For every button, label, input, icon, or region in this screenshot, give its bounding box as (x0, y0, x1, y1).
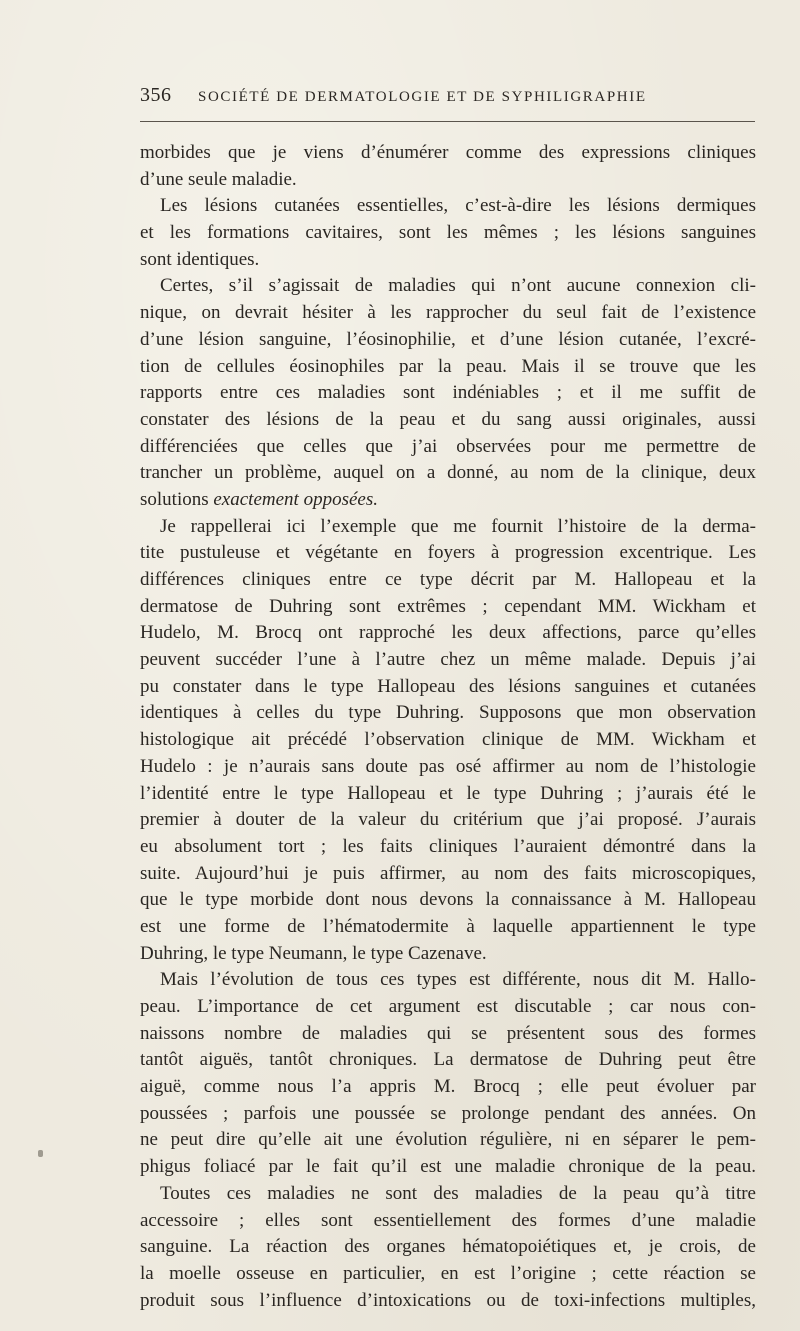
text-line: Hudelo : je n’aurais sans doute pas osé affirmer au nom de l’histologie (140, 755, 756, 777)
text-line: trancher un problème, auquel on a donné, au nom de la clinique, deux (140, 462, 756, 484)
text-span: solutions (140, 488, 214, 510)
italic-text: exactement opposées. (213, 488, 378, 510)
paragraph-first-line: Certes, s’il s’agissait de maladies qui n’ont aucune connexion cli- (160, 275, 756, 297)
text-line: eu absolument tort ; les faits cliniques l’auraient démontré dans la (140, 835, 756, 857)
page-number: 356 (140, 84, 172, 106)
text-line: histologique ait précédé l’observation clinique de MM. Wickham et (140, 729, 756, 751)
margin-mark (38, 1150, 43, 1157)
text-line: dermatose de Duhring sont extrêmes ; cependant MM. Wickham et (140, 595, 756, 617)
text-line: la moelle osseuse en particulier, en est l’origine ; cette réaction se (140, 1262, 756, 1284)
paragraph-first-line: Les lésions cutanées essentielles, c’est-à-dire les lésions dermiques (160, 195, 756, 217)
text-line: ne peut dire qu’elle ait une évolution régulière, ni en séparer le pem- (140, 1129, 756, 1151)
text-line: pu constater dans le type Hallopeau des lésions sanguines et cutanées (140, 675, 756, 697)
text-line: différences cliniques entre ce type décrit par M. Hallopeau et la (140, 569, 756, 590)
text-line (140, 487, 756, 514)
text-line: peau. L’importance de cet argument est discutable ; car nous con- (140, 996, 756, 1017)
text-line: différenciées que celles que j’ai observées pour me permettre de (140, 435, 756, 457)
paragraph-first-line: Je rappellerai ici l’exemple que me fournit l’histoire de la derma- (160, 515, 756, 537)
text-line: Duhring, le type Neumann, le type Cazenave. (140, 942, 487, 964)
text-line: Hudelo, M. Brocq ont rapproché les deux affections, parce qu’elles (140, 622, 756, 644)
text-line: poussées ; parfois une poussée se prolonge pendant des années. On (140, 1102, 756, 1124)
text-line: nique, on devrait hésiter à les rapprocher du seul fait de l’existence (140, 302, 756, 324)
text-line: constater des lésions de la peau et du sang aussi originales, aussi (140, 408, 756, 430)
text-line: sanguine. La réaction des organes hématopoiétiques et, je crois, de (140, 1236, 756, 1258)
text-line: l’identité entre le type Hallopeau et le type Duhring ; j’aurais été le (140, 782, 756, 804)
text-line: d’une seule maladie. (140, 168, 297, 190)
text-line: rapports entre ces maladies sont indéniables ; et il me suffit de (140, 382, 756, 404)
text-line: et les formations cavitaires, sont les mêmes ; les lésions sanguines (140, 222, 756, 244)
page-header (140, 84, 750, 107)
paragraph-first-line: Mais l’évolution de tous ces types est différente, nous dit M. Hallo- (160, 969, 756, 991)
text-line: premier à douter de la valeur du critérium que j’ai proposé. J’aurais (140, 809, 756, 831)
text-line: que le type morbide dont nous devons la connaissance à M. Hallopeau (140, 889, 756, 911)
text-line: tion de cellules éosinophiles par la peau. Mais il se trouve que les (140, 355, 756, 377)
text-line: identiques à celles du type Duhring. Supposons que mon observation (140, 702, 756, 724)
text-line: tantôt aiguës, tantôt chroniques. La dermatose de Duhring peut être (140, 1049, 756, 1071)
text-line: phigus foliacé par le fait qu’il est une maladie chronique de la peau. (140, 1156, 756, 1178)
paragraph-first-line: Toutes ces maladies ne sont des maladies de la peau qu’à titre (160, 1182, 756, 1204)
text-line: morbides que je viens d’énumérer comme des expressions cliniques (140, 142, 756, 163)
running-head: SOCIÉTÉ DE DERMATOLOGIE ET DE SYPHILIGRAPHIE (198, 89, 647, 105)
text-line: naissons nombre de maladies qui se présentent sous des formes (140, 1022, 756, 1044)
body-text (140, 140, 756, 1314)
text-line: est une forme de l’hématodermite à laquelle appartiennent le type (140, 915, 756, 937)
text-line: accessoire ; elles sont essentiellement des formes d’une maladie (140, 1209, 756, 1231)
text-line: d’une lésion sanguine, l’éosinophilie, et d’une lésion cutanée, l’excré- (140, 328, 756, 350)
text-line: sont identiques. (140, 248, 260, 270)
text-line: suite. Aujourd’hui je puis affirmer, au nom des faits microscopiques, (140, 862, 756, 884)
text-line: produit sous l’influence d’intoxications ou de toxi-infections multiples, (140, 1289, 756, 1311)
text-line: tite pustuleuse et végétante en foyers à progression excentrique. Les (140, 542, 756, 564)
text-line: peuvent succéder l’une à l’autre chez un même malade. Depuis j’ai (140, 649, 756, 671)
header-rule (140, 121, 755, 122)
text-line: aiguë, comme nous l’a appris M. Brocq ; elle peut évoluer par (140, 1076, 756, 1098)
